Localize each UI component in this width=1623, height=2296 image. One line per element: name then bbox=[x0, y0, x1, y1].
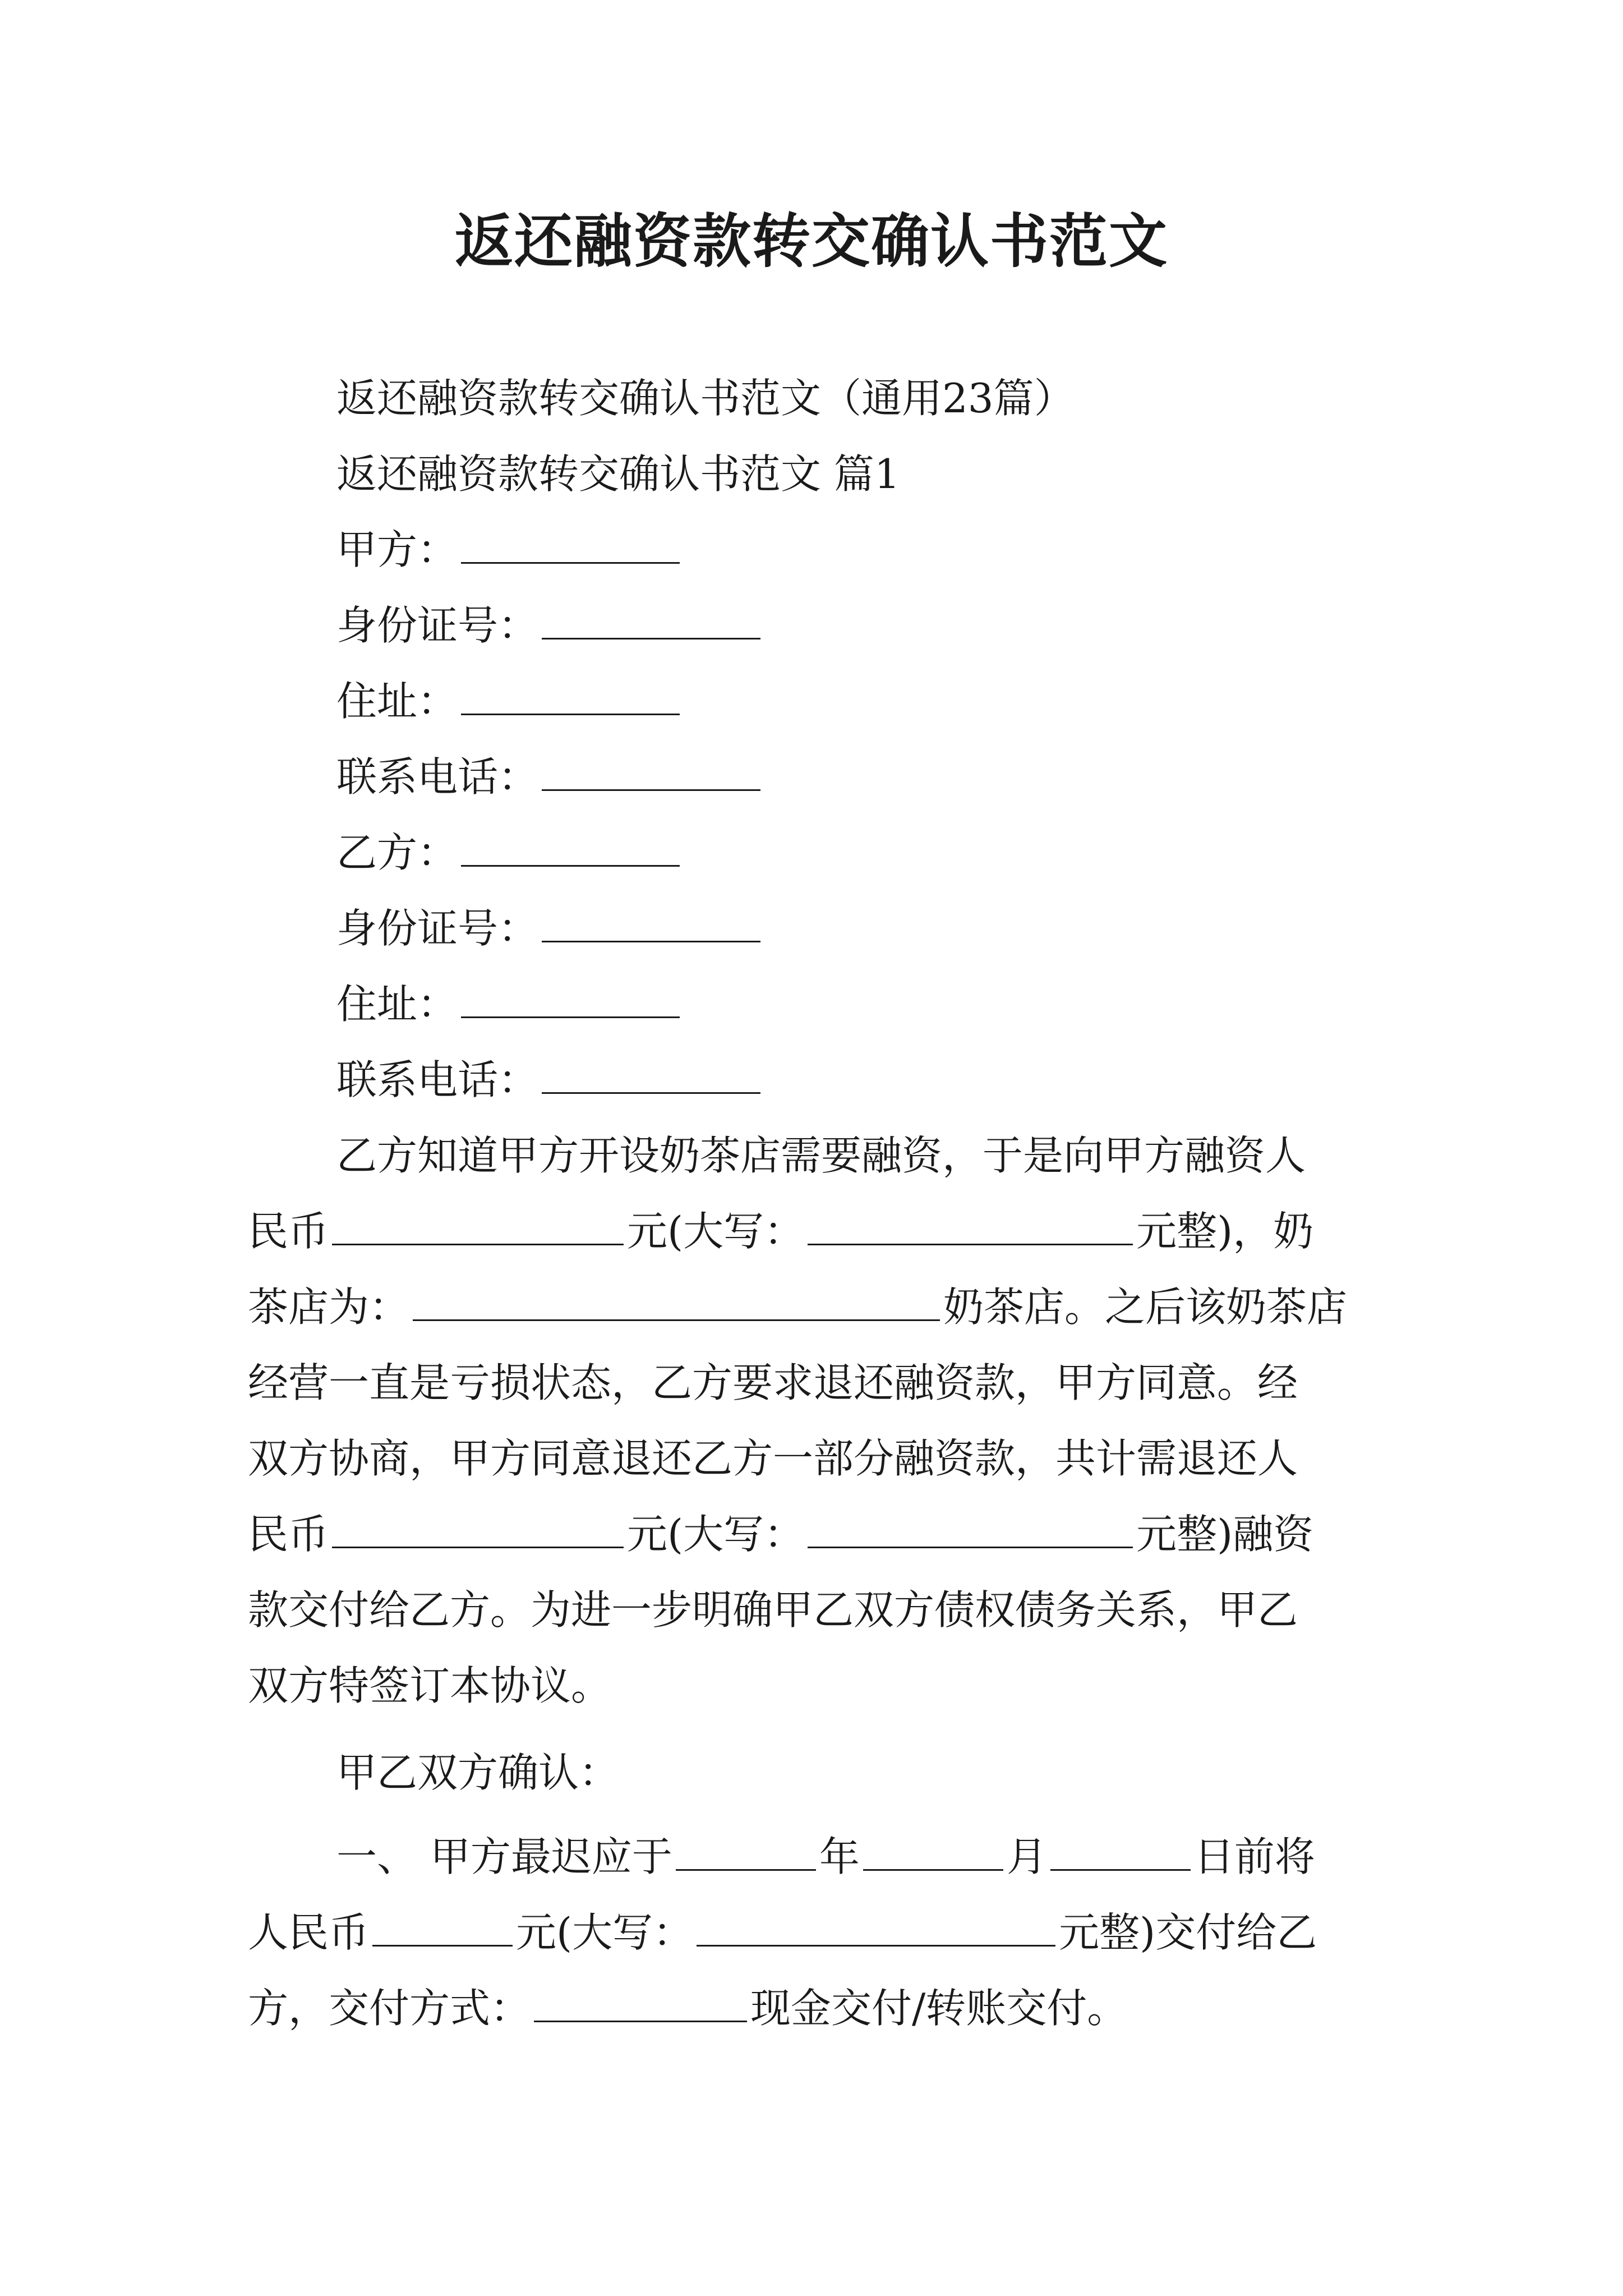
party-a-id-label: 身份证号： bbox=[336, 602, 539, 649]
party-a-id-blank[interactable] bbox=[542, 597, 760, 639]
text-segment: 方，交付方式： bbox=[248, 1985, 531, 2032]
year-blank[interactable] bbox=[676, 1829, 816, 1871]
text-segment: 元整)融资 bbox=[1136, 1511, 1314, 1558]
party-b-phone-row bbox=[336, 1052, 764, 1108]
text-segment: 人民币 bbox=[248, 1909, 370, 1956]
payment-method-blank[interactable] bbox=[534, 1980, 747, 2022]
clause-line bbox=[248, 1904, 1317, 1961]
paragraph-line: 双方特签订本协议。 bbox=[248, 1662, 612, 1709]
confirm-heading: 甲乙双方确认： bbox=[336, 1749, 620, 1796]
text-segment: 月 bbox=[1006, 1833, 1047, 1880]
text-segment: 民币 bbox=[248, 1208, 329, 1255]
party-a-address-label: 住址： bbox=[336, 678, 458, 725]
party-b-address-blank[interactable] bbox=[461, 976, 680, 1018]
party-a-address-blank[interactable] bbox=[461, 673, 680, 715]
text-segment: 现金交付/转账交付。 bbox=[750, 1985, 1128, 2032]
party-b-label: 乙方： bbox=[336, 829, 458, 876]
party-b-phone-label: 联系电话： bbox=[336, 1056, 539, 1103]
refund-amount-blank[interactable] bbox=[332, 1506, 624, 1548]
payment-amount-in-words-blank[interactable] bbox=[697, 1904, 1055, 1947]
paragraph-line bbox=[248, 1506, 1313, 1562]
text-segment: 民币 bbox=[248, 1511, 329, 1558]
text-segment: 年 bbox=[819, 1833, 860, 1880]
party-b-id-label: 身份证号： bbox=[336, 905, 539, 952]
text-segment: 日前将 bbox=[1193, 1833, 1315, 1880]
text-segment: 元整)，奶 bbox=[1136, 1208, 1314, 1255]
party-b-phone-blank[interactable] bbox=[542, 1052, 760, 1094]
paragraph-line bbox=[248, 1203, 1313, 1259]
text-segment: 元整)交付给乙 bbox=[1059, 1909, 1317, 1956]
party-b-name-row bbox=[336, 825, 683, 881]
shop-name-blank[interactable] bbox=[413, 1279, 940, 1321]
document-title: 返还融资款转交确认书范文 bbox=[454, 206, 1168, 275]
refund-amount-in-words-blank[interactable] bbox=[808, 1506, 1133, 1548]
party-a-address-row bbox=[336, 673, 683, 729]
party-b-address-row bbox=[336, 976, 683, 1032]
amount-blank[interactable] bbox=[332, 1203, 624, 1245]
party-b-id-row bbox=[336, 900, 764, 956]
text-segment: 奶茶店。之后该奶茶店 bbox=[943, 1283, 1348, 1331]
party-a-name-row bbox=[336, 522, 683, 578]
text-segment: 一、 甲方最迟应于 bbox=[336, 1833, 672, 1880]
party-b-address-label: 住址： bbox=[336, 981, 458, 1028]
party-a-id-row bbox=[336, 597, 764, 654]
month-blank[interactable] bbox=[863, 1829, 1003, 1871]
text-segment: 元(大写： bbox=[516, 1909, 694, 1956]
paragraph-line bbox=[248, 1279, 1347, 1335]
clause-line bbox=[336, 1829, 1315, 1885]
paragraph-line: 双方协商，甲方同意退还乙方一部分融资款，共计需退还人 bbox=[248, 1435, 1298, 1482]
party-a-label: 甲方： bbox=[336, 526, 458, 573]
text-segment: 元(大写： bbox=[627, 1511, 805, 1558]
paragraph-line: 款交付给乙方。为进一步明确甲乙双方债权债务关系，甲乙 bbox=[248, 1586, 1298, 1634]
day-blank[interactable] bbox=[1050, 1829, 1191, 1871]
party-b-name-blank[interactable] bbox=[461, 825, 680, 867]
amount-in-words-blank[interactable] bbox=[808, 1203, 1133, 1245]
party-a-phone-row bbox=[336, 749, 764, 805]
clause-line bbox=[248, 1980, 1127, 2036]
payment-amount-blank[interactable] bbox=[372, 1904, 513, 1947]
document-subtitle: 返还融资款转交确认书范文（通用23篇） bbox=[336, 375, 1075, 422]
party-a-phone-label: 联系电话： bbox=[336, 753, 539, 800]
party-a-name-blank[interactable] bbox=[461, 522, 680, 564]
paragraph-line: 经营一直是亏损状态，乙方要求退还融资款，甲方同意。经 bbox=[248, 1359, 1298, 1406]
text-segment: 元(大写： bbox=[627, 1208, 805, 1255]
party-b-id-blank[interactable] bbox=[542, 900, 760, 942]
party-a-phone-blank[interactable] bbox=[542, 749, 760, 791]
section-heading: 返还融资款转交确认书范文 篇1 bbox=[336, 450, 900, 498]
paragraph-line: 乙方知道甲方开设奶茶店需要融资，于是向甲方融资人 bbox=[336, 1132, 1306, 1179]
text-segment: 茶店为： bbox=[248, 1283, 410, 1331]
